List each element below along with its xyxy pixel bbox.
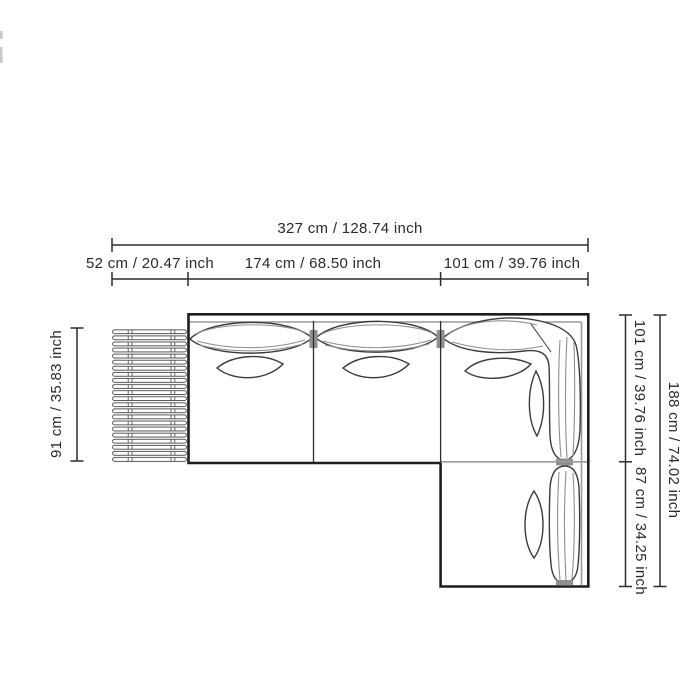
dimension-line-right-inner xyxy=(619,315,632,587)
dimension-label-left: 91 cm / 35.83 inch xyxy=(48,330,65,458)
edge-artifact xyxy=(0,31,3,63)
dimension-line-top-total xyxy=(112,238,588,252)
dimension-label-right-inner-top: 101 cm / 39.76 inch xyxy=(631,319,648,457)
dimension-label-top-segment-3: 101 cm / 39.76 inch xyxy=(443,255,581,272)
dimension-label-top-total: 327 cm / 128.74 inch xyxy=(277,220,423,237)
back-cushion-chaise xyxy=(549,466,579,583)
dimension-line-top-segments xyxy=(112,272,588,286)
slatted-bench xyxy=(112,329,187,463)
dimension-label-right-inner-bottom: 87 cm / 34.25 inch xyxy=(632,467,649,595)
dimension-line-left xyxy=(71,328,84,461)
dimension-label-top-segment-2: 174 cm / 68.50 inch xyxy=(244,255,382,272)
dimension-label-right-outer: 188 cm / 74.02 inch xyxy=(665,381,682,519)
dimension-line-right-outer xyxy=(654,315,667,587)
dimension-label-top-segment-1: 52 cm / 20.47 inch xyxy=(86,255,214,272)
